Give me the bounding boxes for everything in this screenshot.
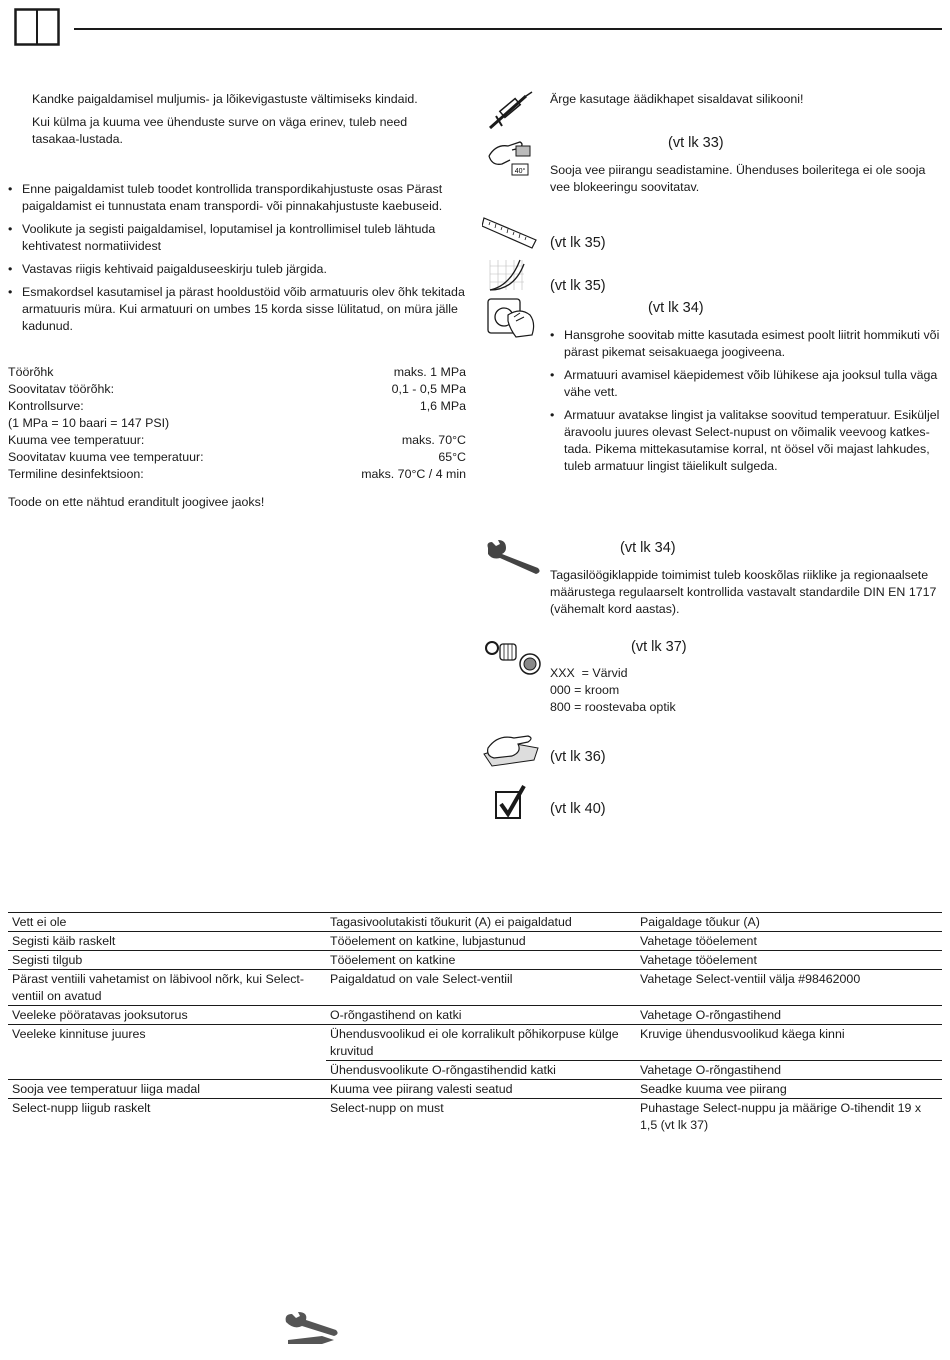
page-ref-33: (vt lk 33) (668, 135, 724, 151)
silicone-gun-icon (486, 90, 534, 132)
remedy-cell: Seadke kuuma vee piirang (636, 1080, 942, 1099)
problem-cell (8, 1061, 326, 1080)
remedy-cell: Vahetage tööelement (636, 932, 942, 951)
color-code-000: 000 = kroom (550, 683, 620, 697)
gloves-note: Kandke paigaldamisel muljumis- ja lõikevigastuste vältimiseks kindaid. (32, 92, 418, 106)
hot-water-limit-note: Sooja vee piirangu seadistamine. Ühenduses boileritega ei ole sooja vee blokeeringu soovitatav. (550, 163, 926, 194)
remedy-cell: Vahetage O-rõngastihend (636, 1061, 942, 1080)
cause-cell: Tööelement on katkine, lubjastunud (326, 932, 636, 951)
remedy-cell: Paigaldage tõukur (A) (636, 913, 942, 932)
page-ref-34b: (vt lk 34) (620, 540, 676, 556)
cleaning-hand-icon (482, 730, 542, 770)
cause-cell: Kuuma vee piirang valesti seatud (326, 1080, 636, 1099)
problem-cell: Segisti tilgub (8, 951, 326, 970)
list-item: • Esmakordsel kasutamisel ja pärast hooldustöid võib armatuuris olev õhk tekitada armatuuris müra. Kui armatuuri on umbes 15 korda sisse lülitatud, on müra jälle kadunud. (8, 284, 466, 335)
thermometer-label: 40° (514, 168, 526, 175)
technical-specs (8, 364, 466, 483)
remedy-cell: Vahetage Select-ventiil välja #98462000 (636, 970, 942, 1006)
tools-icon (282, 1310, 340, 1352)
spec-row: Töörõhk maks. 1 MPa (8, 365, 466, 379)
list-item: • Armatuuri avamisel käepidemest võib lühikese aja jooksul tulla väga vähe vett. (550, 367, 942, 401)
flow-chart-icon (486, 256, 528, 294)
spec-row: Termiline desinfektsioon: maks. 70°C / 4 min (8, 467, 466, 481)
remedy-cell: Kruvige ühendusvoolikud käega kinni (636, 1025, 942, 1061)
table-row (8, 970, 942, 1006)
page-ref-37: (vt lk 37) (631, 639, 687, 655)
table-row (8, 932, 942, 951)
table-row (8, 1080, 942, 1099)
problem-cell: Veeleke kinnituse juures (8, 1025, 326, 1061)
problem-cell: Pärast ventiili vahetamist on läbivool nõrk, kui Select-ventiil on avatud (8, 970, 326, 1006)
wrench-icon (484, 540, 542, 576)
page-ref-36: (vt lk 36) (550, 749, 606, 765)
problem-cell: Sooja vee temperatuur liiga madal (8, 1080, 326, 1099)
color-code-800: 800 = roostevaba optik (550, 700, 676, 714)
spec-row: Soovitatav töörõhk: 0,1 - 0,5 MPa (8, 382, 466, 396)
spec-row: Soovitatav kuuma vee temperatuur: 65°C (8, 450, 466, 464)
silicone-note: Ärge kasutage äädikhapet sisaldavat silikooni! (550, 92, 804, 106)
cause-cell: Select-nupp on must (326, 1099, 636, 1135)
problem-cell: Segisti käib raskelt (8, 932, 326, 951)
problem-cell: Select-nupp liigub raskelt (8, 1099, 326, 1135)
cause-cell: Ühendusvoolikute O-rõngastihendid katki (326, 1061, 636, 1080)
page-ref-35a: (vt lk 35) (550, 235, 606, 251)
color-codes (550, 665, 942, 716)
pressure-balance-note: Kui külma ja kuuma vee ühenduste surve on väga erinev, tuleb need tasakaa-lustada. (32, 115, 408, 146)
spec-row: Kontrollsurve: 1,6 MPa (8, 399, 466, 413)
color-code-xxx: XXX = Värvid (550, 666, 628, 680)
list-item: • Armatuur avatakse lingist ja valitakse soovitud temperatuur. Esiküljel äravoolu juures olevast Select-nupust on võimalik veevoog katkes-tada. Pikema mittekasutamise korral, nt öösel või majast lahkudes, tuleb armatuur lingist täielikult sulgeda. (550, 407, 942, 475)
remedy-cell: Vahetage O-rõngastihend (636, 1006, 942, 1025)
list-item: • Hansgrohe soovitab mitte kasutada esimest poolt liitrit hommikuti või pärast pikemat seisakuaega joogiveena. (550, 327, 942, 361)
backflow-note: Tagasilöögiklappide toimimist tuleb kooskõlas riiklike ja regionaalsete määrustega regulaarselt kontrollida vastavalt standardile DIN EN 1717 (vähemalt kord aastas). (550, 568, 937, 616)
safety-bullets (8, 181, 466, 341)
problem-cell: Veeleke pööratavas jooksutorus (8, 1006, 326, 1025)
list-item: • Vastavas riigis kehtivaid paigalduseeskirju tuleb järgida. (8, 261, 466, 278)
list-item: • Voolikute ja segisti paigaldamisel, loputamisel ja kontrollimisel tuleb lähtuda kehtivatest normatiividest (8, 221, 466, 255)
page-ref-35b: (vt lk 35) (550, 278, 606, 294)
list-item: • Enne paigaldamist tuleb toodet kontrollida transpordikahjustuste osas Pärast paigaldamist ei tunnustata enam transpordi- või pinnakahjustuste kaebuseid. (8, 181, 466, 215)
cause-cell: Paigaldatud on vale Select-ventiil (326, 970, 636, 1006)
spec-row: Kuuma vee temperatuur: maks. 70°C (8, 433, 466, 447)
checkmark-box-icon (494, 784, 528, 820)
intro-section (8, 91, 466, 154)
problem-cell: Vett ei ole (8, 913, 326, 932)
manual-book-icon (14, 8, 60, 46)
table-row (8, 913, 942, 932)
spec-row: (1 MPa = 10 baari = 147 PSI) (8, 416, 170, 430)
remedy-cell: Vahetage tööelement (636, 951, 942, 970)
cause-cell: O-rõngastihend on katki (326, 1006, 636, 1025)
cause-cell: Tagasivoolutakisti tõukurit (A) ei paigaldatud (326, 913, 636, 932)
table-row (8, 1061, 942, 1080)
header-rule (74, 28, 942, 30)
page-ref-34a: (vt lk 34) (648, 300, 704, 316)
remedy-cell: Puhastage Select-nuppu ja määrige O-tihendit 19 x 1,5 (vt lk 37) (636, 1099, 942, 1135)
ruler-icon (482, 214, 538, 250)
table-row (8, 1025, 942, 1061)
table-row (8, 1006, 942, 1025)
troubleshooting-table (8, 912, 942, 1134)
drinking-water-note: Toode on ette nähtud eranditult joogivee jaoks! (8, 495, 265, 509)
table-row (8, 951, 942, 970)
cause-cell: Ühendusvoolikud ei ole korralikult põhikorpuse külge kruvitud (326, 1025, 636, 1061)
select-button-parts-icon (484, 638, 542, 676)
table-row (8, 1099, 942, 1135)
usage-bullets (550, 327, 942, 481)
page-ref-40: (vt lk 40) (550, 801, 606, 817)
cause-cell: Tööelement on katkine (326, 951, 636, 970)
hand-thermometer-icon (486, 134, 534, 178)
hand-valve-icon (486, 297, 538, 339)
